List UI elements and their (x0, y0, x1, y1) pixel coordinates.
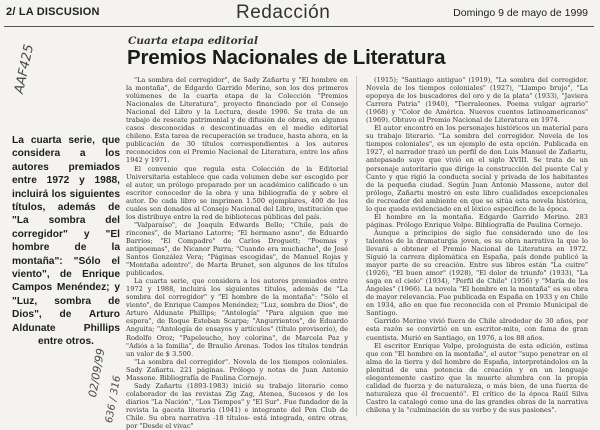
paragraph: El convenio que regula esta Colección de la Editorial Universitaria establece que cada volumen debe ser escogido por el autor, un prólogo preparado por un académico calificado o un escritor conocedor de la obra y una bibliografía de y sobre el autor. De cada libro se imprimen 1.500 ejemplares, 400 de los cuales son donados al Consejo Nacional del Libro, institución que los distribuye entre la red de bibliotecas públicas del país. (126, 164, 348, 221)
paragraph: "La sombra del corregidor", de Sady Zañartu y "El hombre en la montaña", de Edgardo Garrido Merino, son los dos primeros volúmenes de la cuarta etapa de la Colección "Premios Nacionales de Literatura", proyecto financiado por el Consejo Nacional del Libro y la Lectura, desde 1996. Se trata de un trabajo de rescate patrimonial y de difusión de obras, en algunos casos desconocidas o descontinuadas en el medio editorial chileno. Esta tarea de recuperación se traduce, hasta ahora, en la publicación de 30 títulos correspondientes a los autores reconocidos con el Premio Nacional de Literatura, entre los años 1942 y 1971. (126, 76, 348, 165)
paragraph: Garrido Merino vivió fuera de Chile alrededor de 30 años, por esta razón se convirtió en un escritor-mito, con fama de gran cuentista. Murió en Santiago, en 1976, a los 88 años. (366, 317, 588, 342)
paragraph: Sady Zañartu (1893-1983) inició su trabajo literario como colaborador de las revistas Zig Zag, Atenea, Sucesos y de los diarios "La Nación", "Los Tiempos" y "El Sur". Fue fundador de la revista la gaceta literaria (1941) e integrante del Pen Club de Chile. Su obra narrativa -18 títulos- está integrada, entre otras, por "Desde el vivac" (126, 381, 348, 430)
section-label: 2/ LA DISCUSION (6, 6, 100, 18)
paragraph: El autor encontró en los personajes históricos un material para su trabajo literario. "La sombra del corregidor. Novela de los tiempos coloniales", es un ejemplo de esta opción. Publicada en 1927, el narrador trazó un perfil de don Luis Manuel de Zañartu, antepasado suyo que vivió en el siglo XVIII. Se trata de un personaje autoritario que dirige la construcción del puente Cal y Canto y que rigió la conducta social y privada de los habitantes de la pequeña ciudad. Según Juan Antonio Massone, autor del prólogo, Zañartu mostró en este libro cualidades excepcionales de recreador del ambiente en que se sitúa esta novela histórica, lo que queda evidenciado en el léxico específico de la época. (366, 124, 588, 213)
issue-date: Domingo 9 de mayo de 1999 (453, 7, 588, 19)
paragraph: "La sombra del corregidor". Novela de los tiempos coloniales. Sady Zañartu. 221 páginas. Prólogo y notas de Juan Antonio Massone. Bibliografía de Paulina Cornejo. (126, 357, 348, 382)
page-section-title: Redacción (236, 2, 331, 23)
paragraph: "Valparaíso", de Joaquín Edwards Bello; "Chile, país de rincones", de Mariano Latorre; "El hermano asno", de Eduardo Barrios; "El Compadre" de Carlos Droguett; "Poemas y antipoemas", de Nicanor Parra; "Cuando era muchacho", de José Santos González Vera; "Páginas escogidas", de Manuel Rojas y "Montaña adentro", de Marta Brunet, son algunos de los títulos publicados. (126, 220, 348, 278)
handwritten-code: AAF425 (12, 43, 38, 96)
sidebar-pull-quote: La cuarta serie, que considera a los autores premiados entre 1972 y 1988, incluirá los siguientes títulos, además de "La sombra del corregidor" y "El hombre de la montaña": "Sólo el viento", de Enrique Campos Menéndez; y "Luz, sombra de Dios", de Arturo Aldunate Phillips entre otros. (12, 135, 120, 348)
column-divider (356, 76, 357, 416)
paragraph: Aunque a principios de siglo fue considerado uno de los talentos de la dramaturgia joven, es su obra narrativa la que lo llevará a obtener el Premio Nacional de Literatura en 1972. Siguió la carrera diplomática en España, país donde publicó la mayor parte de su creación. Entre sus libros están "La cuitre" (1926), "El buen amor" (1928), "El dolor de triunfo" (1933), "La saga en el cielo" (1934), "Perfil de Chile" (1956) y "María de los Ángeles" (1966). La novela "El hombre en la montaña" es su obra de mayor relevancia. Fue publicada en España en 1933 y en Chile en 1934, año en que fue reconocida con el Premio Municipal de Santiago. (366, 228, 588, 318)
paragraph: (1915); "Santiago antiguo" (1919), "La sombra del corregidor. Novela de los tiempos coloniales" (1927), "Llampo brujo", "La epopeya de los buscadores del oro y de la plata" (1933), "Javiera Carrera Patria" (1940), "Tierraleones. Poema vulgar agrario" (1968) y "Color de América. Nuevos cuentos latinoamericanos" (1969). Obtuvo el Premio Nacional de Literatura en 1974. (366, 76, 588, 125)
article-headline: Premios Nacionales de Literatura (127, 46, 446, 69)
paragraph: El hombre en la montaña. Edgardo Garrido Merino. 283 páginas. Prólogo Enrique Volpe. Bibliografía de Paulina Cornejo. (366, 212, 588, 229)
handwritten-number: 636 / 316 (104, 374, 124, 424)
paragraph: El escritor Enrique Volpe, prologuista de esta edición, estima que con "El hombre en la montaña", el autor "supo penetrar en el alma de la tierra y del hombre de España, interpretándolos en la plenitud de una potencia de creación y en un lenguaje elegantemente castizo que la muerte alumbra con la propia calidad de fuerza y de naturaleza, o más bien, de una fuerza de naturaleza que él frecuentó". El crítico de la época Raúl Silva Castro la catalogó como una de las grandes obras de la narrativa chilena y la "culminación de su verbo y de sus pasiones". (366, 341, 588, 414)
header-rule (4, 26, 594, 27)
handwritten-date: 02/09/99 (86, 347, 108, 399)
paragraph: La cuarta serie, que considera a los autores premiados entre 1972 y 1988, incluirá los siguientes títulos, además de "La sombra del corregidor" y "El hombre de la montaña": "Sólo el viento", de Enrique Campos Menéndez; "Luz, sombra de Dios", de Arturo Aldunate Phillips; "Antología" "Para alguien que me espera", de Roque Esteban Scarpa; "Angurrientos", de Eduardo Anguita; "Antología de ensayos y artículos" (título provisorio), de Rodolfo Oroz; "Papeleucho, hoy colorina", de Marcela Paz y "Adiós a la familia", de Braulio Arenas. Todos los títulos tendrán un valor de $ 3.500. (126, 277, 348, 358)
article-kicker: Cuarta etapa editorial (128, 35, 258, 47)
article-column-right (366, 76, 588, 414)
article-column-left (126, 76, 348, 430)
